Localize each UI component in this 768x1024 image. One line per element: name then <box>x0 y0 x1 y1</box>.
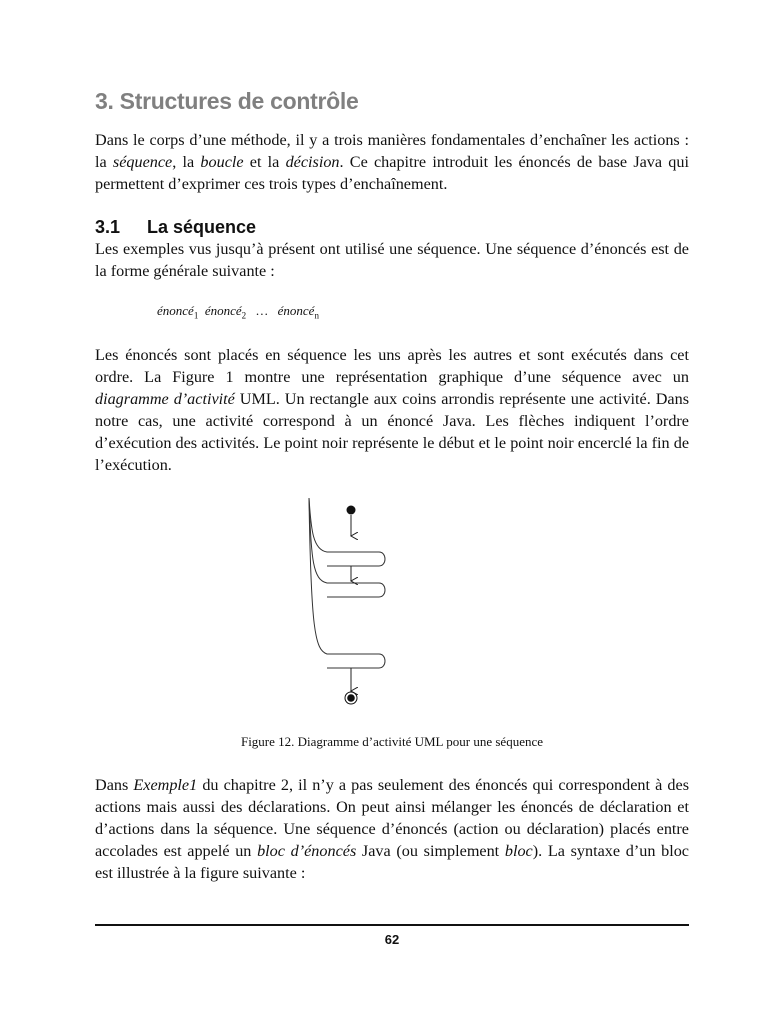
intro-text-3: et la <box>243 153 286 171</box>
section-title: La séquence <box>147 217 257 237</box>
intro-emphasis-decision: décision <box>285 153 340 171</box>
block-text-3: Java (ou simplement <box>356 841 505 860</box>
chapter-title: 3. Structures de contrôle <box>95 88 359 114</box>
intro-paragraph <box>95 129 689 195</box>
formula-sub-2: 2 <box>241 310 247 321</box>
explanation-text-1: Les énoncés sont placés en séquence les uns après les autres et sont exécutés dans cet ordre. La Figure 1 montre une représentation graphique d’une séquence avec un <box>95 345 689 386</box>
explanation-emphasis: diagramme d’activité <box>95 389 235 408</box>
uml-activity-diagram-svg <box>95 490 689 720</box>
block-paragraph <box>95 774 689 884</box>
formula-term-1: énoncé <box>157 303 194 318</box>
intro-text-4: . Ce chapitre introduit les énoncés de base Java qui permettent d’exprimer ces trois types d’enchaînement. <box>95 153 689 193</box>
block-emphasis-example: Exemple1 <box>133 775 198 794</box>
footer-rule <box>95 924 689 926</box>
block-emphasis-bloc: bloc <box>504 841 533 860</box>
formula-term-2: énoncé <box>204 303 242 318</box>
document-page <box>95 88 689 884</box>
block-emphasis-bloc-enonces: bloc d’énoncés <box>257 841 357 860</box>
block-text-4: ). La syntaxe d’un bloc est illustrée à la figure suivante : <box>95 841 689 882</box>
figure-caption: Figure 12. Diagramme d’activité UML pour une séquence <box>240 733 544 749</box>
explanation-text-2: UML. Un rectangle aux coins arrondis représente une activité. Dans notre cas, une activité correspond à un énoncé Java. Les flèches indiquent l’ordre d’exécution des activités. Le point noir représente le début et le point noir encerclé la fin de l’exécution. <box>95 389 690 474</box>
formula-sub-n: n <box>314 310 319 321</box>
formula-sub-1: 1 <box>193 310 199 321</box>
uml-activity-diagram <box>95 490 689 720</box>
activity-box-2 <box>309 498 385 597</box>
intro-emphasis-loop: boucle <box>200 153 244 171</box>
intro-text-2: , la <box>172 153 201 171</box>
explanation-paragraph <box>95 344 689 476</box>
intro-text-1: Dans le corps d’une méthode, il y a trois manières fondamentales d’enchaîner les actions : la <box>95 131 689 171</box>
sequence-formula <box>157 303 689 321</box>
block-text-2: du chapitre 2, il n’y a pas seulement des énoncés qui correspondent à des actions mais aussi des déclarations. On peut ainsi mélanger les énoncés de déclaration et d’actions dans la séquence. Une séquence d’énoncés (action ou déclaration) placés entre accolades est appelé un <box>95 775 689 860</box>
formula-term-3: énoncé <box>277 303 315 318</box>
page-number: 62 <box>384 932 400 947</box>
section-number: 3.1 <box>95 217 121 237</box>
start-node <box>347 505 356 514</box>
end-node-dot <box>347 694 355 702</box>
sequence-paragraph: Les exemples vus jusqu’à présent ont utilisé une séquence. Une séquence d’énoncés est de la forme générale suivante : <box>95 240 689 280</box>
formula-ellipsis: … <box>255 303 269 318</box>
intro-emphasis-sequence: séquence <box>112 153 173 171</box>
section-heading <box>95 217 689 238</box>
block-text-1: Dans <box>95 775 134 794</box>
